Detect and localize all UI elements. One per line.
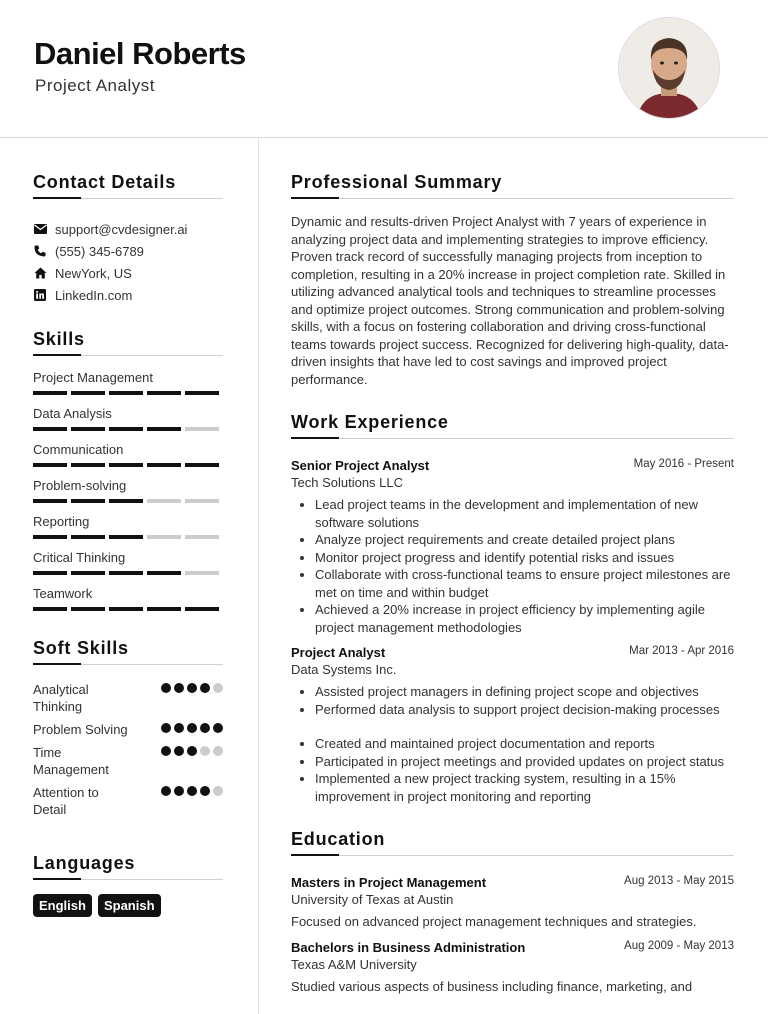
skill-bar-segment — [71, 391, 105, 395]
summary-text: Dynamic and results-driven Project Analyst with 7 years of experience in analyzing project data and implementing strategies to improve efficiency. Proven track record of successfully managing projects from inception to completion, resulting in a 20% increase in project completion rate. Skilled in utilizing advanced analytical tools and techniques to streamline processes and optimize project outcomes. Strong communication and problem-solving skills, with a focus on fostering collaboration and driving cross-functional teams towards project success. Recognized for delivering high-quality, data-driven insights that have led to cost savings and improved project performance. — [291, 214, 729, 387]
skill-bar-segment — [147, 607, 181, 611]
skill-bar-segment — [33, 535, 67, 539]
soft-skill-rating — [161, 744, 223, 778]
skill-name: Data Analysis — [33, 406, 112, 421]
skill-bar-segment — [147, 391, 181, 395]
contact-linkedin-text: LinkedIn.com — [55, 287, 133, 303]
skill-level-bar — [33, 535, 223, 539]
soft-skill-name: Attention to Detail — [33, 785, 99, 817]
soft-skill-name: Time Management — [33, 745, 109, 777]
work-heading — [291, 412, 734, 439]
job-bullet: • Participated in project meetings and provided updates on project status — [315, 753, 734, 771]
job-bullets — [291, 735, 734, 805]
job-entry — [291, 645, 734, 805]
soft-skills-section — [33, 638, 223, 818]
soft-skills-heading-text: Soft Skills — [33, 638, 129, 658]
skill-bar-segment — [147, 535, 181, 539]
rating-dot — [161, 683, 171, 693]
skill-bar-segment — [185, 391, 219, 395]
rating-dot — [200, 786, 210, 796]
skill-name: Critical Thinking — [33, 550, 126, 565]
skill-level-bar — [33, 463, 223, 467]
rating-dot — [174, 746, 184, 756]
summary-heading-text: Professional Summary — [291, 172, 503, 192]
skill-bar-segment — [185, 607, 219, 611]
skills-heading — [33, 329, 223, 356]
contact-phone[interactable] — [33, 240, 223, 262]
job-company: Data Systems Inc. — [291, 662, 397, 677]
candidate-name: Daniel Roberts — [34, 36, 246, 71]
skill-bar-segment — [147, 571, 181, 575]
phone-icon — [33, 244, 47, 258]
job-bullet: • Lead project teams in the development and implementation of new software solutions — [315, 496, 734, 531]
languages-heading-text: Languages — [33, 853, 136, 873]
job-bullet: • Implemented a new project tracking system, resulting in a 15% improvement in project monitoring and reporting — [315, 770, 734, 805]
skill-bar-segment — [33, 499, 67, 503]
linkedin-icon — [33, 288, 47, 302]
work-heading-text: Work Experience — [291, 412, 449, 432]
skills-section — [33, 329, 223, 611]
job-bullet: • Collaborate with cross-functional teams to ensure project milestones are met on time and within budget — [315, 566, 734, 601]
soft-skill-row — [33, 744, 223, 778]
soft-skill-row — [33, 721, 223, 738]
job-entry — [291, 458, 734, 636]
job-bullet: • Analyze project requirements and create detailed project plans — [315, 531, 734, 549]
language-badge: English — [33, 894, 92, 917]
skill-level-bar — [33, 607, 223, 611]
rating-dot — [161, 746, 171, 756]
skill-name: Project Management — [33, 370, 153, 385]
rating-dot — [161, 723, 171, 733]
contact-section — [33, 172, 223, 306]
rating-dot — [187, 723, 197, 733]
rating-dot — [174, 683, 184, 693]
education-date: Aug 2009 - May 2013 — [624, 939, 734, 952]
school-name: Texas A&M University — [291, 956, 417, 972]
skill-level-bar — [33, 571, 223, 575]
contact-location-text: NewYork, US — [55, 265, 132, 281]
education-date: Aug 2013 - May 2015 — [624, 875, 734, 887]
envelope-icon — [33, 222, 47, 236]
rating-dot — [187, 683, 197, 693]
education-section — [291, 829, 734, 995]
skill-bar-segment — [71, 427, 105, 431]
skill-bar-segment — [33, 607, 67, 611]
soft-skill-row — [33, 681, 223, 715]
skill-bar-segment — [33, 571, 67, 575]
languages-section — [33, 853, 223, 917]
degree-title: Masters in Project Management — [291, 875, 487, 890]
skill-name: Teamwork — [33, 586, 93, 601]
skill-bar-segment — [33, 427, 67, 431]
soft-skill-row — [33, 784, 223, 818]
skill-name: Reporting — [33, 514, 90, 529]
education-heading — [291, 829, 734, 856]
skill-bar-segment — [71, 499, 105, 503]
rating-dot — [200, 746, 210, 756]
skill-bar-segment — [185, 427, 219, 431]
resume-header — [0, 0, 768, 138]
rating-dot — [187, 786, 197, 796]
skill-bar-segment — [185, 571, 219, 575]
rating-dot — [161, 786, 171, 796]
work-section — [291, 412, 734, 805]
skill-bar-segment — [109, 499, 143, 503]
rating-dot — [213, 723, 223, 733]
skill-bar-segment — [109, 535, 143, 539]
contact-email-text: support@cvdesigner.ai — [55, 221, 188, 237]
degree-title: Bachelors in Business Administration — [291, 939, 526, 955]
languages-list — [33, 894, 223, 917]
skill-level-bar — [33, 499, 223, 503]
skill-bar-segment — [71, 463, 105, 467]
soft-skills-list — [33, 681, 223, 818]
contact-location — [33, 262, 223, 284]
skill-name: Communication — [33, 442, 124, 457]
education-description: Focused on advanced project management techniques and strategies. — [291, 914, 697, 929]
rating-dot — [174, 723, 184, 733]
soft-skill-name: Analytical Thinking — [33, 682, 89, 714]
soft-skill-rating — [161, 721, 223, 738]
profile-photo-illustration — [619, 18, 719, 118]
skills-heading-text: Skills — [33, 329, 85, 349]
rating-dot — [174, 786, 184, 796]
skill-bar-segment — [71, 571, 105, 575]
job-company: Tech Solutions LLC — [291, 475, 404, 490]
skill-bar-segment — [147, 499, 181, 503]
summary-section — [291, 172, 734, 388]
job-date: Mar 2013 - Apr 2016 — [629, 645, 734, 657]
skill-name: Problem-solving — [33, 478, 127, 493]
language-badge: Spanish — [98, 894, 161, 917]
right-column — [291, 137, 734, 995]
skill-bar-segment — [33, 391, 67, 395]
education-description: Studied various aspects of business including finance, marketing, and — [291, 978, 693, 994]
job-bullet: • Performed data analysis to support project decision-making processes — [315, 701, 734, 719]
languages-heading — [33, 853, 223, 880]
contact-heading-text: Contact Details — [33, 172, 177, 192]
profile-photo — [618, 17, 720, 119]
rating-dot — [200, 723, 210, 733]
job-bullet: • Achieved a 20% increase in project efficiency by implementing agile project management methodologies — [315, 601, 734, 636]
rating-dot — [213, 683, 223, 693]
job-bullets — [291, 683, 734, 718]
education-entry — [291, 875, 734, 931]
skill-bar-segment — [109, 607, 143, 611]
job-bullet: • Assisted project managers in defining project scope and objectives — [315, 683, 734, 701]
job-title: Senior Project Analyst — [291, 458, 430, 473]
skill-bar-segment — [147, 463, 181, 467]
skill-bar-segment — [109, 427, 143, 431]
skill-bar-segment — [109, 463, 143, 467]
column-divider — [258, 137, 259, 1014]
job-date: May 2016 - Present — [633, 458, 734, 470]
contact-email[interactable] — [33, 218, 223, 240]
rating-dot — [213, 786, 223, 796]
contact-phone-text: (555) 345-6789 — [55, 243, 144, 259]
candidate-title: Project Analyst — [35, 76, 155, 95]
skill-bar-segment — [109, 391, 143, 395]
soft-skill-rating — [161, 681, 223, 715]
job-bullet: • Monitor project progress and identify potential risks and issues — [315, 549, 734, 567]
home-icon — [33, 266, 47, 280]
skill-bar-segment — [33, 463, 67, 467]
soft-skill-name: Problem Solving — [33, 722, 128, 737]
skill-bar-segment — [185, 463, 219, 467]
left-column — [33, 137, 223, 917]
school-name: University of Texas at Austin — [291, 892, 454, 907]
skill-level-bar — [33, 391, 223, 395]
skill-bar-segment — [109, 571, 143, 575]
rating-dot — [187, 746, 197, 756]
rating-dot — [213, 746, 223, 756]
contact-heading — [33, 172, 223, 199]
soft-skill-rating — [161, 784, 223, 818]
education-heading-text: Education — [291, 829, 386, 849]
skill-bar-segment — [71, 535, 105, 539]
job-bullet: • Created and maintained project documentation and reports — [315, 735, 734, 753]
rating-dot — [200, 683, 210, 693]
job-title: Project Analyst — [291, 645, 386, 660]
contact-linkedin[interactable] — [33, 284, 223, 306]
skill-bar-segment — [185, 499, 219, 503]
skills-list — [33, 369, 223, 611]
skill-bar-segment — [71, 607, 105, 611]
job-bullets — [291, 496, 734, 636]
skill-bar-segment — [185, 535, 219, 539]
summary-heading — [291, 172, 734, 199]
soft-skills-heading — [33, 638, 223, 665]
education-entry — [291, 940, 734, 996]
skill-bar-segment — [147, 427, 181, 431]
skill-level-bar — [33, 427, 223, 431]
